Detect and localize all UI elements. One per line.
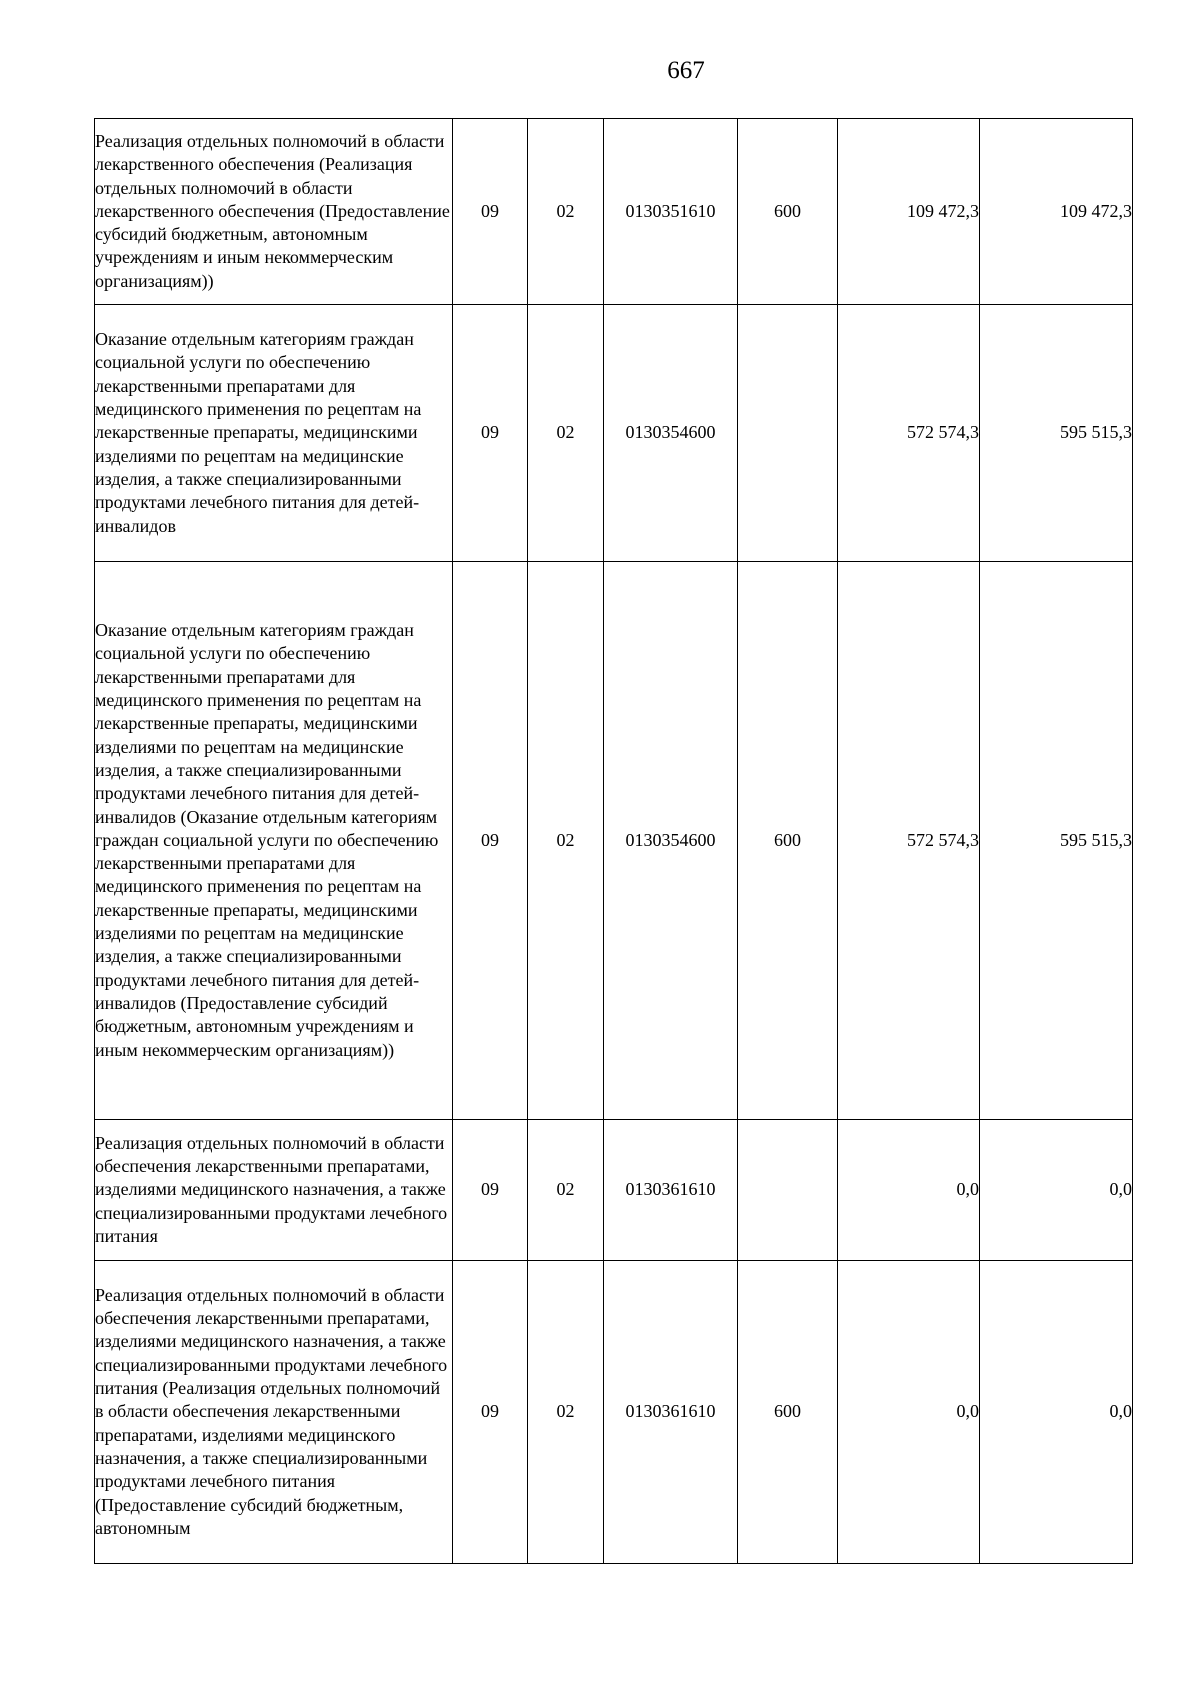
section-code-cell: 09 bbox=[453, 1261, 528, 1564]
amount-year2-cell: 109 472,3 bbox=[980, 119, 1133, 305]
item-name-cell: Оказание отдельным категориям граждан социальной услуги по обеспечению лекарственными препаратами для медицинского применения по рецептам на лекарственные препараты, медицинскими изделиями по рецептам на медицинские изделия, а также специализированными продуктами лечебного питания для детей-инвалидов (Оказание отдельным категориям граждан социальной услуги по обеспечению лекарственными препаратами для медицинского применения по рецептам на лекарственные препараты, медицинскими изделиями по рецептам на медицинские изделия, а также специализированными продуктами лечебного питания для детей-инвалидов (Предоставление субсидий бюджетным, автономным учреждениям и иным некоммерческим организациям)) bbox=[95, 562, 453, 1120]
item-name-cell: Реализация отдельных полномочий в области обеспечения лекарственными препаратами, изделиями медицинского назначения, а также специализированными продуктами лечебного питания (Реализация отдельных полномочий в области обеспечения лекарственными препаратами, изделиями медицинского назначения, а также специализированными продуктами лечебного питания (Предоставление субсидий бюджетным, автономным bbox=[95, 1261, 453, 1564]
section-code-cell: 09 bbox=[453, 1120, 528, 1261]
subsection-code-cell: 02 bbox=[528, 562, 604, 1120]
section-code-cell: 09 bbox=[453, 562, 528, 1120]
target-article-cell: 0130361610 bbox=[604, 1261, 738, 1564]
subsection-code-cell: 02 bbox=[528, 305, 604, 562]
table-row bbox=[95, 305, 1133, 562]
section-code-cell: 09 bbox=[453, 305, 528, 562]
expense-type-cell: 600 bbox=[738, 1261, 838, 1564]
item-name-cell: Реализация отдельных полномочий в области обеспечения лекарственными препаратами, изделиями медицинского назначения, а также специализированными продуктами лечебного питания bbox=[95, 1120, 453, 1261]
amount-year2-cell: 595 515,3 bbox=[980, 562, 1133, 1120]
item-name-cell: Оказание отдельным категориям граждан социальной услуги по обеспечению лекарственными препаратами для медицинского применения по рецептам на лекарственные препараты, медицинскими изделиями по рецептам на медицинские изделия, а также специализированными продуктами лечебного питания для детей-инвалидов bbox=[95, 305, 453, 562]
target-article-cell: 0130354600 bbox=[604, 305, 738, 562]
table-row bbox=[95, 562, 1133, 1120]
section-code-cell: 09 bbox=[453, 119, 528, 305]
table-row bbox=[95, 1120, 1133, 1261]
table-row bbox=[95, 1261, 1133, 1564]
amount-year2-cell: 0,0 bbox=[980, 1261, 1133, 1564]
amount-year2-cell: 0,0 bbox=[980, 1120, 1133, 1261]
amount-year1-cell: 572 574,3 bbox=[838, 305, 980, 562]
expense-type-cell: 600 bbox=[738, 562, 838, 1120]
amount-year1-cell: 109 472,3 bbox=[838, 119, 980, 305]
table-row bbox=[95, 119, 1133, 305]
budget-table bbox=[94, 118, 1133, 1564]
expense-type-cell bbox=[738, 305, 838, 562]
amount-year1-cell: 572 574,3 bbox=[838, 562, 980, 1120]
item-name-cell: Реализация отдельных полномочий в области лекарственного обеспечения (Реализация отдельных полномочий в области лекарственного обеспечения (Предоставление субсидий бюджетным, автономным учреждениям и иным некоммерческим организациям)) bbox=[95, 119, 453, 305]
target-article-cell: 0130361610 bbox=[604, 1120, 738, 1261]
expense-type-cell bbox=[738, 1120, 838, 1261]
page-number: 667 bbox=[667, 57, 705, 84]
subsection-code-cell: 02 bbox=[528, 1120, 604, 1261]
amount-year1-cell: 0,0 bbox=[838, 1261, 980, 1564]
subsection-code-cell: 02 bbox=[528, 119, 604, 305]
target-article-cell: 0130351610 bbox=[604, 119, 738, 305]
amount-year1-cell: 0,0 bbox=[838, 1120, 980, 1261]
expense-type-cell: 600 bbox=[738, 119, 838, 305]
amount-year2-cell: 595 515,3 bbox=[980, 305, 1133, 562]
subsection-code-cell: 02 bbox=[528, 1261, 604, 1564]
target-article-cell: 0130354600 bbox=[604, 562, 738, 1120]
